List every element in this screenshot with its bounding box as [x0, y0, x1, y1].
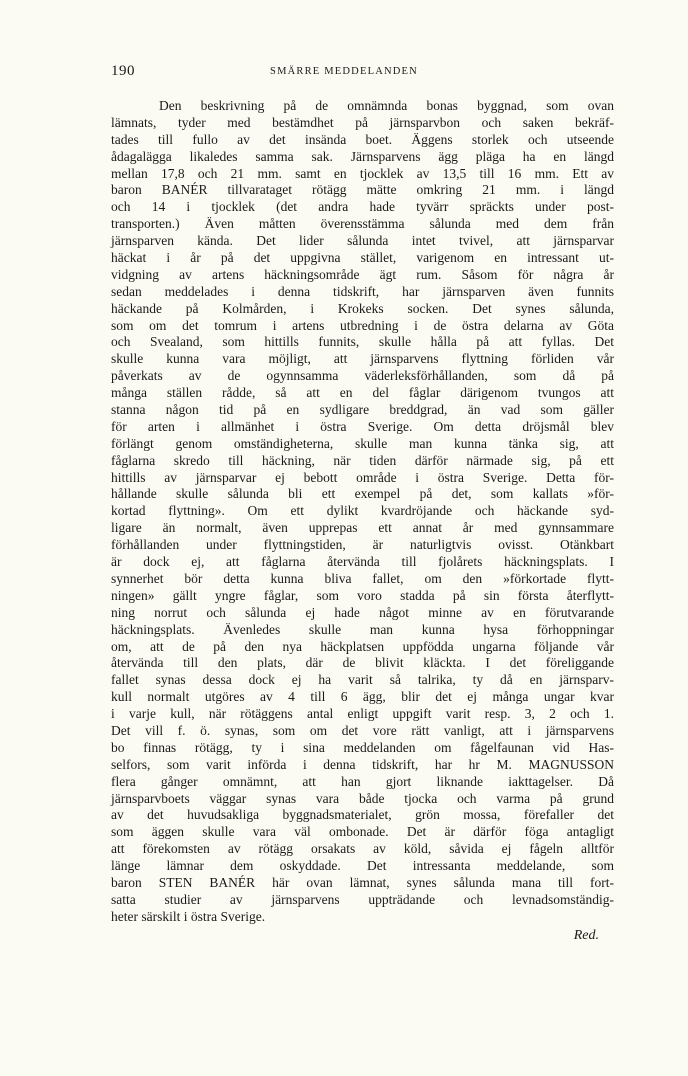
- text-line: förhållanden under flyttningstiden, är naturligtvis ovisst. Otänkbart: [111, 537, 614, 553]
- text-line: hittills av järnsparvar ej bebott område i östra Sverige. Detta för-: [111, 469, 614, 485]
- text-line: baron BANÉR tillvarataget rötägg mätte omkring 21 mm. i längd: [111, 182, 614, 198]
- text-line: flera gånger omnämnt, att han gjort liknande iakttagelser. Då: [111, 773, 614, 789]
- text-line: sedan meddelades i denna tidskrift, har järnsparven även funnits: [111, 283, 614, 299]
- text-line: hållande skulle sålunda bli ett exempel på det, som kallats »för-: [111, 486, 614, 502]
- text-line: är dock ej, att fåglarna återvända till fjolårets häckningsplats. I: [111, 554, 614, 570]
- page-number: 190: [111, 63, 135, 79]
- text-line: heter särskilt i östra Sverige.: [111, 908, 266, 924]
- running-head: SMÄRRE MEDDELANDEN: [270, 66, 418, 77]
- text-line: bo finnas rötägg, ty i sina meddelanden om fågelfaunan vid Has-: [111, 739, 614, 755]
- text-line: baron STEN BANÉR här ovan lämnat, synes sålunda mana till fort-: [111, 874, 614, 890]
- text-line: i varje kull, när rötäggens antal enligt uppgift varit resp. 3, 2 och 1.: [111, 706, 614, 722]
- text-line: om, att de på den nya häckplatsen uppfödda ungarna följande vår: [111, 638, 614, 654]
- text-line: stanna någon tid på en sydligare breddgrad, än vad som gäller: [111, 402, 614, 418]
- text-line: ådagalägga likaledes samma sak. Järnsparvens ägg pläga ha en längd: [111, 148, 614, 164]
- text-line: mellan 17,8 och 21 mm. samt en tjocklek av 13,5 till 16 mm. Ett av: [111, 165, 614, 181]
- text-line: häckande på Kolmården, i Krokeks socken. Det synes sålunda,: [111, 300, 614, 316]
- text-line: och 14 i tjocklek (det andra hade tyvärr spräckts under post-: [111, 199, 614, 215]
- text-line: ning norrut och sålunda ej hade något minne av en förutvarande: [111, 604, 614, 620]
- text-line: transporten.) Även måtten överensstämma sålunda med dem från: [111, 216, 614, 232]
- text-line: länge lämnar dem oskyddade. Det intressanta meddelande, som: [111, 858, 614, 874]
- text-line: många ställen rådde, så att en del fåglar därigenom tvungos att: [111, 385, 614, 401]
- text-line: som om det tomrum i artens utbredning i de östra delarna av Göta: [111, 317, 614, 333]
- text-line: selfors, som varit införda i denna tidskrift, har hr M. MAGNUSSON: [111, 756, 614, 772]
- text-line: fåglarna skredo till häckning, när tiden därför närmade sig, på ett: [111, 452, 614, 468]
- text-line: häckningsplats. Ävenledes skulle man kunna hysa förhoppningar: [111, 621, 614, 637]
- text-line: järnsparvboets väggar synas vara både tjocka och varma på grund: [111, 790, 614, 806]
- text-line: som äggen skulle vara väl ombonade. Det är därför föga antagligt: [111, 824, 614, 840]
- article-body: [111, 98, 614, 926]
- text-line: och Svealand, som hittills funnits, skulle hålla på att fyllas. Det: [111, 334, 614, 350]
- text-line: förlängt genom omständigheterna, skulle man kunna tänka sig, att: [111, 435, 614, 451]
- text-line: tades till fullo av det insända boet. Äggens storlek och utseende: [111, 131, 614, 147]
- signature: Red.: [573, 928, 599, 943]
- text-line: Det vill f. ö. synas, som om det vore rätt vanligt, att i järnsparvens: [111, 722, 614, 738]
- text-line: påverkats av de ogynnsamma väderleksförhållanden, som då på: [111, 368, 614, 384]
- text-line: ligare än normalt, även upprepas ett annat år med gynnsammare: [111, 520, 614, 536]
- text-line: återvända till den plats, där de blivit kläckta. I det föreliggande: [111, 655, 614, 671]
- text-line: fallet synas dessa dock ej ha varit så talrika, ty då en järnsparv-: [111, 672, 614, 688]
- text-line: skulle kunna vara möjligt, att järnsparvens flyttning förliden vår: [111, 351, 614, 367]
- text-line: kull normalt utgöres av 4 till 6 ägg, blir det ej många ungar kvar: [111, 689, 614, 705]
- text-line: lämnats, tyder med bestämdhet på järnsparvbon och saken bekräf-: [111, 114, 614, 130]
- text-line: för arten i allmänhet i östra Sverige. Om detta dröjsmål blev: [111, 418, 614, 434]
- text-line: kortad flyttning». Om ett dylikt kvardröjande och häckande syd-: [111, 503, 614, 519]
- text-line: synnerhet bör detta kunna bliva fallet, om den »förkortade flytt-: [111, 570, 614, 586]
- text-line: av det huvudsakliga byggnadsmaterialet, grön mossa, förefaller det: [111, 807, 614, 823]
- text-line: att förekomsten av rötägg orsakats av köld, såvida ej fågeln alltför: [111, 841, 614, 857]
- text-line: vidgning av artens häckningsområde ägt rum. Såsom för några år: [111, 266, 614, 282]
- text-line: satta studier av järnsparvens uppträdande och levnadsomständig-: [111, 891, 614, 907]
- text-line: järnsparven kända. Det lider sålunda intet tvivel, att järnsparvar: [111, 233, 614, 249]
- text-line: Den beskrivning på de omnämnda bonas byggnad, som ovan: [159, 98, 614, 113]
- text-line: häckat i år på det uppgivna stället, varigenom en intressant ut-: [111, 250, 614, 266]
- text-line: ningen» gällt yngre fåglar, som voro stadda på sin första återflytt-: [111, 587, 614, 603]
